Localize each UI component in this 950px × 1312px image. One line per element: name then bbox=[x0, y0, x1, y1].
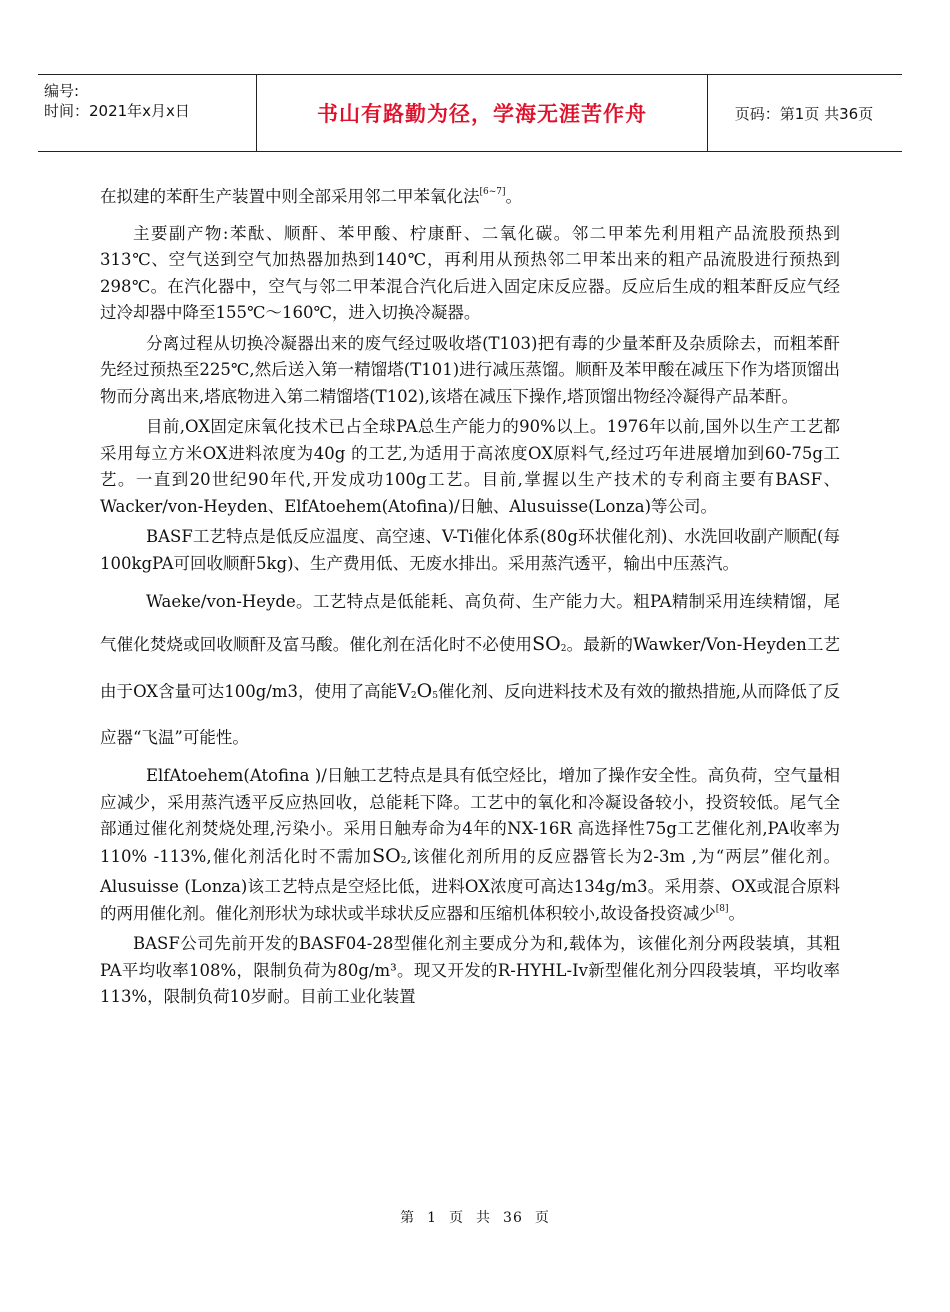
v2o5-formula bbox=[397, 680, 438, 702]
v-sub: 2 bbox=[410, 691, 417, 701]
paragraph-7 bbox=[100, 763, 840, 927]
page-footer bbox=[0, 1207, 950, 1227]
footer-gong: 共 bbox=[476, 1210, 492, 1226]
so2-formula-2 bbox=[372, 845, 406, 867]
p7-part-a: ElfAtoehem(Atofina )/日触工艺特点是具有低空烃比，增加了操作安全性。高负荷，空气量相应减少，采用蒸汽透平反应热回收，总能耗下降。工艺中的氧化和冷凝设备较小，投资较低。尾气全部通过催化剂焚烧处理,污染小。采用日触寿命为4年的NX-16R 高选择性75g工艺催化剂,PA收率为110% -113%,催化剂活化时不需加 bbox=[100, 766, 840, 866]
footer-ye: 页 bbox=[449, 1210, 465, 1226]
paragraph-6 bbox=[100, 581, 840, 759]
page-header bbox=[38, 74, 902, 152]
so2-sub: 2 bbox=[560, 644, 567, 654]
document-body bbox=[100, 184, 840, 1015]
p1-reference: [6~7] bbox=[479, 187, 506, 197]
footer-page-number: 1 bbox=[427, 1210, 438, 1226]
paragraph-1 bbox=[100, 184, 840, 211]
p1-text: 在拟建的苯酐生产装置中则全部采用邻二甲苯氧化法 bbox=[100, 187, 480, 206]
so2-main-2: SO bbox=[372, 844, 401, 867]
footer-ye-2: 页 bbox=[534, 1210, 550, 1226]
v-main: V bbox=[397, 680, 411, 702]
header-motto-cell bbox=[256, 75, 708, 151]
o-sub: 5 bbox=[432, 691, 438, 701]
header-page-info bbox=[706, 75, 902, 151]
p7-end: 。 bbox=[728, 903, 745, 923]
time-label: 时间：2021年x月x日 bbox=[44, 102, 190, 120]
motto-text: 书山有路勤为径，学海无涯苦作舟 bbox=[317, 102, 647, 126]
paragraph-3: 分离过程从切换冷凝器出来的废气经过吸收塔(T103)把有毒的少量苯酐及杂质除去，而粗苯酐先经过预热至225℃,然后送入第一精馏塔(T101)进行减压蒸馏。顺酐及苯甲酸在减压下作为塔顶馏出物而分离出来,塔底物进入第二精馏塔(T102),该塔在减压下操作,塔顶馏出物经冷凝得产品苯酐。 bbox=[100, 333, 840, 406]
number-label: 编号: bbox=[44, 82, 80, 100]
p6-part-c: 催化剂、反向进料技术及有效的撤热措施,从而降低了反应器“飞温”可能性。 bbox=[100, 682, 840, 747]
p7-part-b: ,该催化剂所用的反应器管长为2-3m ,为“两层”催化剂。Alusuisse (Lonza)该工艺特点是空烃比低，进料OX浓度可高达134g/m3。采用萘、OX或混合原料的两用催化剂。催化剂形状为球状或半球状反应器和压缩机体积较小,故设备投资减少 bbox=[100, 846, 840, 923]
p7-reference: [8] bbox=[715, 903, 729, 914]
paragraph-5: BASF工艺特点是低反应温度、高空速、V-Ti催化体系(80g环状催化剂)、水洗回收副产顺配(每100kgPA可回收顺酐5kg)、生产费用低、无废水排出。采用蒸汽透平，输出中压蒸汽。 bbox=[100, 527, 840, 573]
so2-sub-2: 2 bbox=[400, 855, 407, 866]
so2-formula-1 bbox=[532, 633, 566, 655]
paragraph-4: 目前,OX固定床氧化技术已占全球PA总生产能力的90%以上。1976年以前,国外以生产工艺都采用每立方米OX进料浓度为40g 的工艺,为适用于高浓度OX原料气,经过巧年进展增加到60-75g工艺。一直到20世纪90年代,开发成功100g工艺。目前,掌握以生产技术的专利商主要有BASF、Wacker/von-Heyden、ElfAtoehem(Atofina)/日触、Alusuisse(Lonza)等公司。 bbox=[100, 417, 840, 516]
so2-main: SO bbox=[532, 633, 561, 655]
o-main: O bbox=[416, 680, 433, 702]
footer-di: 第 bbox=[400, 1210, 416, 1226]
paragraph-8: BASF公司先前开发的BASF04-28型催化剂主要成分为和,载体为，该催化剂分两段装填，其粗PA平均收率108%，限制负荷为80g/m³。现又开发的R-HYHL-Iv新型催化剂分四段装填，平均收率113%，限制负荷10岁耐。目前工业化装置 bbox=[100, 934, 840, 1006]
page-info-text: 页码：第1页 共36页 bbox=[734, 104, 874, 123]
p1-end: 。 bbox=[505, 187, 523, 206]
p6-part-a: Waeke/von-Heyde。工艺特点是低能耗、高负荷、生产能力大。粗PA精制采用连续精馏，尾气催化焚烧或回收顺酐及富马酸。催化剂在活化时不必使用 bbox=[100, 592, 840, 654]
paragraph-2: 主要副产物:苯酞、顺酐、苯甲酸、柠康酐、二氧化碳。邻二甲苯先利用粗产品流股预热到313℃、空气送到空气加热器加热到140℃，再利用从预热邻二甲苯出来的粗产品流股进行预热到298℃。在汽化器中，空气与邻二甲苯混合汽化后进入固定床反应器。反应后生成的粗苯酐反应气经过冷却器中降至155℃～160℃，进入切换冷凝器。 bbox=[100, 223, 840, 322]
header-meta bbox=[38, 75, 256, 151]
p6-part-b: 。最新的Wawker/Von-Heyden工艺由于OX含量可达100g/m3，使用了高能 bbox=[100, 635, 840, 701]
footer-total-pages: 36 bbox=[503, 1210, 523, 1226]
